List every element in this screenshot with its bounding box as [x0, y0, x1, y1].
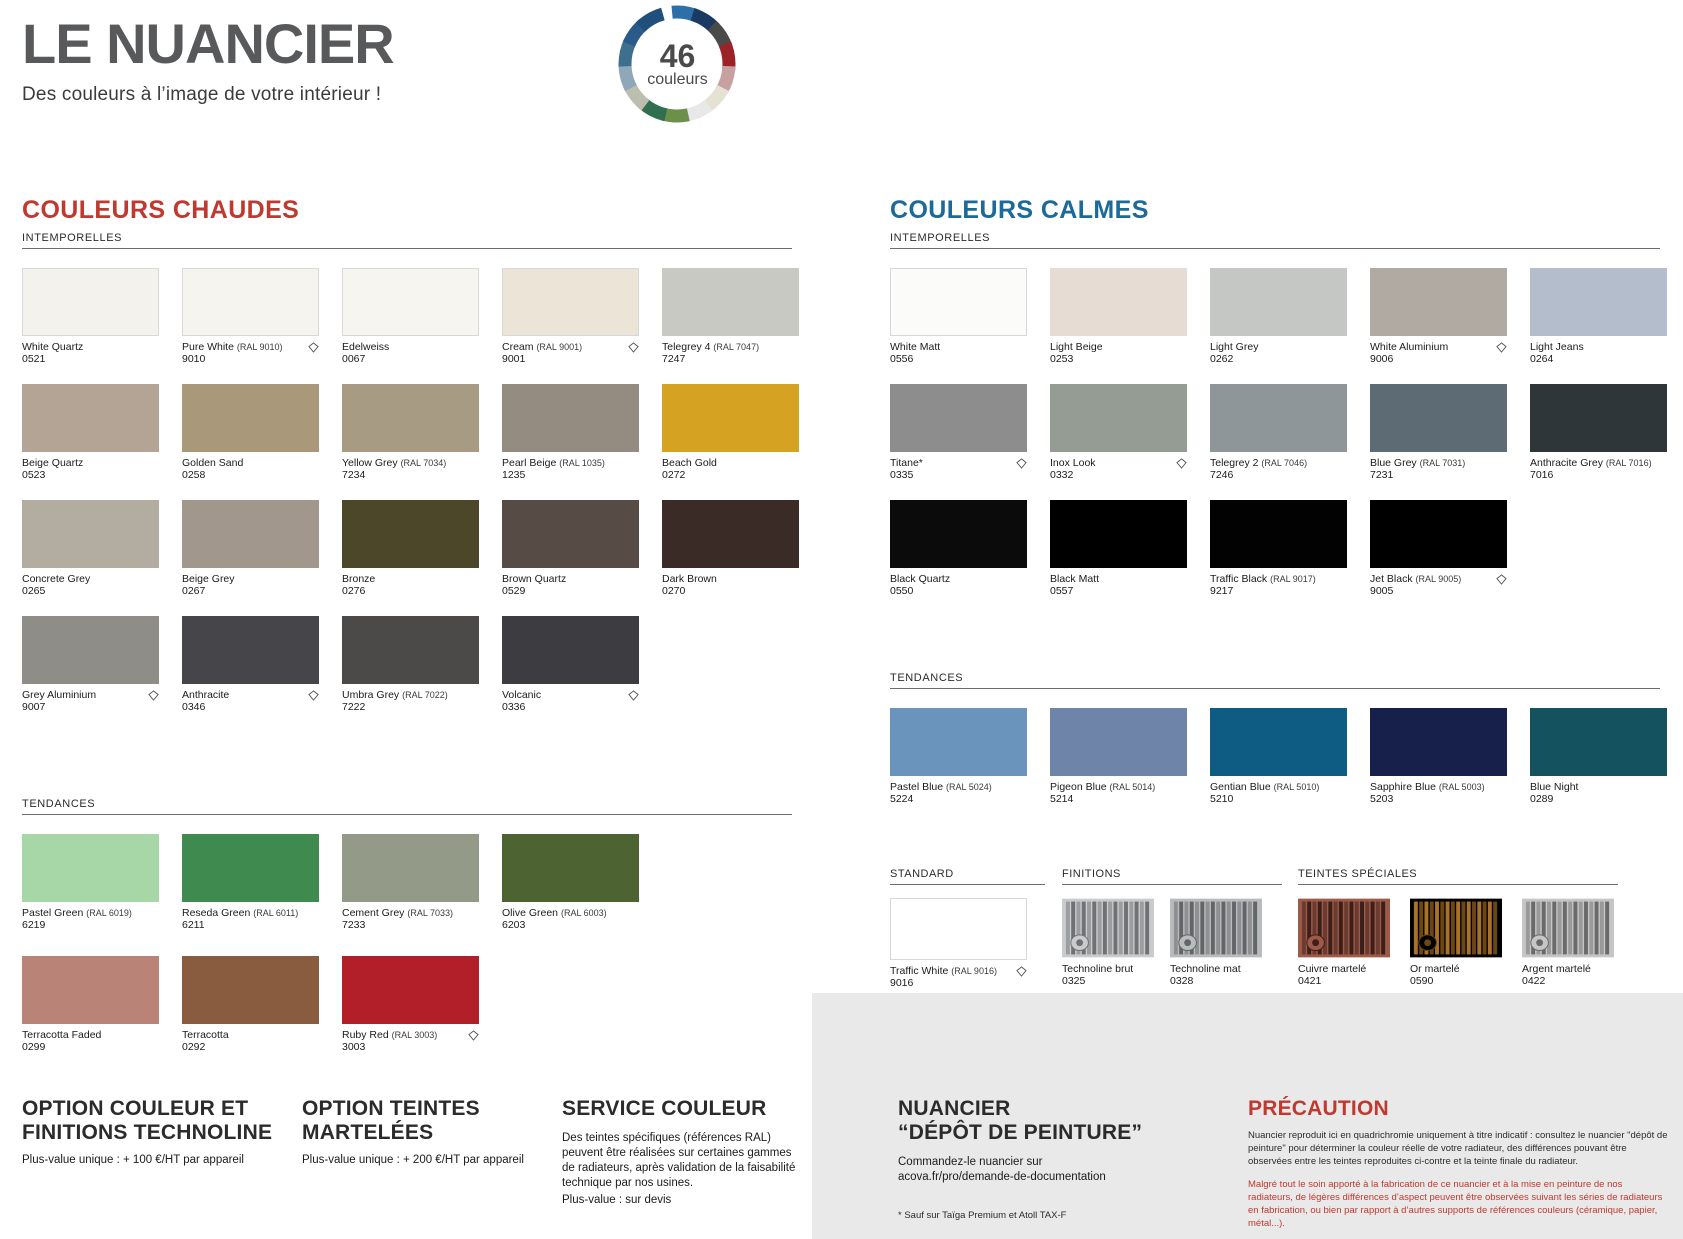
- color-code: 0336: [502, 701, 526, 713]
- color-swatch[interactable]: [1530, 268, 1667, 365]
- color-chip[interactable]: [1370, 384, 1507, 452]
- color-chip[interactable]: [1530, 384, 1667, 452]
- color-code: 3003: [342, 1041, 366, 1053]
- nuancier-depot-title-1: NUANCIER: [898, 1097, 1011, 1120]
- color-name: Sapphire Blue (RAL 5003): [1370, 781, 1485, 793]
- color-name: Light Jeans: [1530, 341, 1584, 353]
- color-chip[interactable]: [890, 384, 1027, 452]
- color-swatch[interactable]: [22, 956, 159, 1053]
- color-code: 6203: [502, 919, 526, 931]
- finish-name: Or martelé: [1410, 963, 1460, 975]
- color-code: 0299: [22, 1041, 46, 1053]
- color-chip[interactable]: [662, 500, 799, 568]
- calm-timeless-label: INTEMPORELLES: [890, 232, 1660, 249]
- color-chip[interactable]: [342, 616, 479, 684]
- color-swatch[interactable]: [182, 384, 319, 481]
- warm-timeless-label: INTEMPORELLES: [22, 232, 792, 249]
- color-swatch[interactable]: [1530, 384, 1667, 481]
- color-name: Black Quartz: [890, 573, 951, 585]
- color-name: Pearl Beige (RAL 1035): [502, 457, 605, 469]
- color-swatch[interactable]: [1050, 500, 1187, 597]
- color-code: 5214: [1050, 793, 1074, 805]
- color-code: 0264: [1530, 353, 1554, 365]
- color-chip[interactable]: [1370, 708, 1507, 776]
- gloss-diamond-icon: [628, 342, 639, 353]
- color-code: 0346: [182, 701, 206, 713]
- color-chip[interactable]: [182, 500, 319, 568]
- color-chip[interactable]: [890, 898, 1027, 960]
- color-name: Bronze: [342, 573, 376, 585]
- color-name: Reseda Green (RAL 6011): [182, 907, 299, 919]
- color-swatch[interactable]: [890, 708, 1027, 805]
- color-code: 9010: [182, 353, 206, 365]
- finish-code: 0325: [1062, 975, 1086, 987]
- option-couleur-sub: Plus-value unique : + 100 €/HT par appareil: [22, 1154, 244, 1166]
- color-swatch[interactable]: [182, 500, 319, 597]
- standard-label: STANDARD: [890, 868, 1045, 885]
- color-swatch[interactable]: [342, 268, 479, 365]
- finish-name: Cuivre martelé: [1298, 963, 1367, 975]
- color-code: 7234: [342, 469, 366, 481]
- color-swatch[interactable]: [342, 384, 479, 481]
- gloss-diamond-icon: [308, 342, 319, 353]
- color-name: Anthracite Grey (RAL 7016): [1530, 457, 1652, 469]
- color-name: Telegrey 4 (RAL 7047): [662, 341, 760, 353]
- color-name: Dark Brown: [662, 573, 717, 585]
- color-name: Black Matt: [1050, 573, 1100, 585]
- color-swatch[interactable]: [182, 616, 319, 713]
- finish-name: Argent martelé: [1522, 963, 1591, 975]
- color-swatch[interactable]: [22, 834, 159, 931]
- color-chip[interactable]: [1210, 500, 1347, 568]
- color-code: 5203: [1370, 793, 1394, 805]
- color-code: 0332: [1050, 469, 1074, 481]
- color-code: 0270: [662, 585, 686, 597]
- precaution-title: PRÉCAUTION: [1248, 1097, 1389, 1120]
- color-name: Pigeon Blue (RAL 5014): [1050, 781, 1156, 793]
- color-code: 0557: [1050, 585, 1074, 597]
- color-chip[interactable]: [502, 268, 639, 336]
- gloss-diamond-icon: [1016, 458, 1027, 469]
- color-code: 9006: [1370, 353, 1394, 365]
- color-chip[interactable]: [502, 616, 639, 684]
- color-code: 7247: [662, 353, 686, 365]
- color-code: 0292: [182, 1041, 206, 1053]
- color-code: 5210: [1210, 793, 1234, 805]
- color-swatch[interactable]: [1370, 708, 1507, 805]
- color-chip[interactable]: [1050, 708, 1187, 776]
- color-wheel-icon: [600, 2, 755, 130]
- color-name: Brown Quartz: [502, 573, 567, 585]
- color-chip[interactable]: [22, 500, 159, 568]
- gloss-diamond-icon: [1496, 574, 1507, 585]
- finish-code: 0422: [1522, 975, 1546, 987]
- radiator-icon: [1522, 898, 1614, 958]
- color-name: Ruby Red (RAL 3003): [342, 1029, 479, 1041]
- warm-colors-title: COULEURS CHAUDES: [22, 196, 300, 224]
- color-swatch[interactable]: [1210, 384, 1347, 481]
- color-chip[interactable]: [22, 834, 159, 902]
- color-swatch[interactable]: [1370, 500, 1507, 597]
- color-name: Titane*: [890, 457, 1027, 469]
- nuancier-depot-title-2: “DÉPÔT DE PEINTURE”: [898, 1121, 1143, 1144]
- color-name: Cream (RAL 9001): [502, 341, 639, 353]
- color-swatch[interactable]: [662, 500, 799, 597]
- color-chip[interactable]: [22, 268, 159, 336]
- finish-name: Technoline mat: [1170, 963, 1241, 975]
- color-code: 7246: [1210, 469, 1234, 481]
- color-code: 9001: [502, 353, 526, 365]
- color-name: Beige Quartz: [22, 457, 84, 469]
- color-swatch[interactable]: [502, 384, 639, 481]
- color-swatch[interactable]: [502, 268, 639, 365]
- color-code: 0335: [890, 469, 914, 481]
- color-swatch[interactable]: [22, 616, 159, 713]
- color-name: Blue Night: [1530, 781, 1579, 793]
- color-name: White Quartz: [22, 341, 84, 353]
- color-code: 0550: [890, 585, 914, 597]
- color-code: 0276: [342, 585, 366, 597]
- color-swatch[interactable]: [662, 384, 799, 481]
- color-code: 6219: [22, 919, 46, 931]
- color-name: Telegrey 2 (RAL 7046): [1210, 457, 1308, 469]
- color-name: White Aluminium: [1370, 341, 1507, 353]
- color-swatch[interactable]: [1050, 708, 1187, 805]
- color-swatch[interactable]: [182, 956, 319, 1053]
- color-name: Light Beige: [1050, 341, 1103, 353]
- color-swatch[interactable]: [502, 616, 639, 713]
- precaution-red-body: Malgré tout le soin apporté à la fabrication de ce nuancier et à la mise en peinture de nos radiateurs, de légères différences d’aspect peuvent être observées suivant les séries de radiateurs en fabrication, ou bien par rapport à d’autres supports de références couleurs (céramique, papier, métal...).: [1248, 1179, 1663, 1229]
- color-swatch[interactable]: [890, 268, 1027, 365]
- finitions-label: FINITIONS: [1062, 868, 1282, 885]
- finish-swatch[interactable]: [1522, 898, 1659, 987]
- color-name: Terracotta Faded: [22, 1029, 102, 1041]
- color-chip[interactable]: [1210, 708, 1347, 776]
- color-code: 1235: [502, 469, 526, 481]
- color-code: 0272: [662, 469, 686, 481]
- color-code: 0253: [1050, 353, 1074, 365]
- finish-code: 0590: [1410, 975, 1434, 987]
- finish-code: 0328: [1170, 975, 1194, 987]
- page-title: LE NUANCIER: [22, 12, 394, 75]
- color-swatch[interactable]: [1050, 268, 1187, 365]
- color-swatch[interactable]: [1210, 500, 1347, 597]
- color-name: Anthracite: [182, 689, 319, 701]
- calm-colors-title: COULEURS CALMES: [890, 196, 1149, 224]
- color-name: Terracotta: [182, 1029, 229, 1041]
- color-swatch[interactable]: [342, 834, 479, 931]
- radiator-icon: [1170, 898, 1262, 958]
- color-chip[interactable]: [182, 834, 319, 902]
- badge-number: 46: [659, 37, 696, 74]
- color-chip[interactable]: [1370, 500, 1507, 568]
- color-swatch[interactable]: [890, 500, 1027, 597]
- color-chip[interactable]: [1530, 268, 1667, 336]
- gloss-diamond-icon: [148, 690, 159, 701]
- color-swatch[interactable]: [22, 384, 159, 481]
- color-wheel-logo: [600, 2, 755, 132]
- color-swatch[interactable]: [342, 500, 479, 597]
- warm-trends-label: TENDANCES: [22, 798, 792, 815]
- calm-trends-label: TENDANCES: [890, 672, 1660, 689]
- color-code: 7233: [342, 919, 366, 931]
- service-couleur-body: Des teintes spécifiques (références RAL) peuvent être réalisées sur certaines gammes de radiateurs, après validation de la faisabilité technique par nos usines.: [562, 1132, 796, 1189]
- color-chip[interactable]: [342, 384, 479, 452]
- gloss-diamond-icon: [1496, 342, 1507, 353]
- option-couleur-title: OPTION COULEUR ET FINITIONS TECHNOLINE: [22, 1097, 273, 1144]
- color-chip[interactable]: [22, 616, 159, 684]
- gloss-diamond-icon: [628, 690, 639, 701]
- service-couleur-title: SERVICE COULEUR: [562, 1097, 767, 1120]
- color-name: Traffic White (RAL 9016): [890, 965, 1027, 977]
- color-name: Volcanic: [502, 689, 639, 701]
- teintes-speciales-label: TEINTES SPÉCIALES: [1298, 868, 1618, 885]
- color-code: 0262: [1210, 353, 1234, 365]
- color-swatch[interactable]: [890, 898, 1027, 989]
- gloss-diamond-icon: [468, 1030, 479, 1041]
- radiator-icon: [1410, 898, 1502, 958]
- color-swatch[interactable]: [182, 268, 319, 365]
- color-name: Inox Look: [1050, 457, 1187, 469]
- option-teintes-title: OPTION TEINTES MARTELÉES: [302, 1097, 480, 1144]
- gloss-diamond-icon: [1016, 966, 1027, 977]
- color-name: White Matt: [890, 341, 941, 353]
- color-chip[interactable]: [890, 500, 1027, 568]
- gloss-diamond-icon: [1176, 458, 1187, 469]
- color-swatch[interactable]: [1050, 384, 1187, 481]
- color-name: Golden Sand: [182, 457, 244, 469]
- color-name: Blue Grey (RAL 7031): [1370, 457, 1466, 469]
- color-chip[interactable]: [502, 500, 639, 568]
- color-name: Pastel Blue (RAL 5024): [890, 781, 992, 793]
- color-name: Beige Grey: [182, 573, 235, 585]
- finish-code: 0421: [1298, 975, 1322, 987]
- color-code: 0067: [342, 353, 366, 365]
- option-teintes-sub: Plus-value unique : + 200 €/HT par appareil: [302, 1154, 524, 1166]
- color-chip[interactable]: [890, 708, 1027, 776]
- gloss-diamond-icon: [308, 690, 319, 701]
- color-name: Yellow Grey (RAL 7034): [342, 457, 447, 469]
- color-name: Traffic Black (RAL 9017): [1210, 573, 1316, 585]
- color-swatch[interactable]: [342, 616, 479, 713]
- color-code: 0556: [890, 353, 914, 365]
- color-swatch[interactable]: [1370, 384, 1507, 481]
- color-swatch[interactable]: [662, 268, 799, 365]
- color-code: 7016: [1530, 469, 1554, 481]
- color-code: 0529: [502, 585, 526, 597]
- color-chip[interactable]: [502, 834, 639, 902]
- color-name: Gentian Blue (RAL 5010): [1210, 781, 1320, 793]
- nuancier-depot-footnote: * Sauf sur Taïga Premium et Atoll TAX-F: [898, 1210, 1067, 1221]
- badge-label: couleurs: [647, 70, 708, 88]
- color-code: 9005: [1370, 585, 1394, 597]
- color-code: 7231: [1370, 469, 1394, 481]
- color-swatch[interactable]: [342, 956, 479, 1053]
- color-name: Beach Gold: [662, 457, 717, 469]
- color-swatch[interactable]: [502, 834, 639, 931]
- color-chip[interactable]: [182, 616, 319, 684]
- color-code: 0267: [182, 585, 206, 597]
- color-chip[interactable]: [1210, 268, 1347, 336]
- color-chip[interactable]: [662, 268, 799, 336]
- color-chip[interactable]: [662, 384, 799, 452]
- color-chip[interactable]: [1050, 500, 1187, 568]
- color-swatch[interactable]: [182, 834, 319, 931]
- color-chip[interactable]: [342, 834, 479, 902]
- color-code: 0258: [182, 469, 206, 481]
- color-chip[interactable]: [182, 268, 319, 336]
- color-code: 0521: [22, 353, 46, 365]
- color-name: Cement Grey (RAL 7033): [342, 907, 454, 919]
- color-chip[interactable]: [182, 384, 319, 452]
- finish-swatch[interactable]: [1170, 898, 1307, 987]
- color-code: 7222: [342, 701, 366, 713]
- finish-name: Technoline brut: [1062, 963, 1134, 975]
- color-swatch[interactable]: [1370, 268, 1507, 365]
- color-chip[interactable]: [1370, 268, 1507, 336]
- color-name: Pastel Green (RAL 6019): [22, 907, 132, 919]
- color-name: Light Grey: [1210, 341, 1259, 353]
- color-chip[interactable]: [22, 956, 159, 1024]
- color-chip[interactable]: [342, 956, 479, 1024]
- nuancier-depot-link[interactable]: acova.fr/pro/demande-de-documentation: [898, 1171, 1106, 1183]
- color-name: Pure White (RAL 9010): [182, 341, 319, 353]
- color-chip[interactable]: [342, 500, 479, 568]
- color-chip[interactable]: [1050, 384, 1187, 452]
- color-name: Olive Green (RAL 6003): [502, 907, 607, 919]
- color-name: Concrete Grey: [22, 573, 91, 585]
- color-code: 9217: [1210, 585, 1234, 597]
- color-chip[interactable]: [1050, 268, 1187, 336]
- color-name: Grey Aluminium: [22, 689, 159, 701]
- color-swatch[interactable]: [1210, 268, 1347, 365]
- color-name: Umbra Grey (RAL 7022): [342, 689, 448, 701]
- radiator-icon: [1062, 898, 1154, 958]
- color-code: 0289: [1530, 793, 1554, 805]
- color-code: 9016: [890, 977, 914, 989]
- color-swatch[interactable]: [1210, 708, 1347, 805]
- color-chip[interactable]: [890, 268, 1027, 336]
- precaution-body: Nuancier reproduit ici en quadrichromie uniquement à titre indicatif : consultez le nuancier "dépôt de peinture" pour déterminer la couleur réelle de votre radiateur, des différences pouvant être observées entre les teintes reproduites ci-contre et la teinte finale du radiateur.: [1248, 1130, 1668, 1167]
- service-couleur-extra: Plus-value : sur devis: [562, 1194, 672, 1206]
- color-code: 6211: [182, 919, 205, 931]
- radiator-icon: [1298, 898, 1390, 958]
- color-swatch[interactable]: [1530, 708, 1667, 805]
- color-name: Jet Black (RAL 9005): [1370, 573, 1507, 585]
- color-name: Edelweiss: [342, 341, 390, 353]
- page-subtitle: Des couleurs à l’image de votre intérieur !: [22, 84, 382, 105]
- color-swatch[interactable]: [502, 500, 639, 597]
- color-code: 5224: [890, 793, 914, 805]
- color-chip[interactable]: [22, 384, 159, 452]
- color-chip[interactable]: [1530, 708, 1667, 776]
- color-code: 0523: [22, 469, 46, 481]
- color-swatch[interactable]: [22, 500, 159, 597]
- color-swatch[interactable]: [22, 268, 159, 365]
- nuancier-depot-body-1: Commandez-le nuancier sur: [898, 1156, 1043, 1168]
- color-code: 0265: [22, 585, 46, 597]
- color-code: 9007: [22, 701, 46, 713]
- color-chip[interactable]: [182, 956, 319, 1024]
- color-chip[interactable]: [342, 268, 479, 336]
- color-chip[interactable]: [1210, 384, 1347, 452]
- color-chip[interactable]: [502, 384, 639, 452]
- color-swatch[interactable]: [890, 384, 1027, 481]
